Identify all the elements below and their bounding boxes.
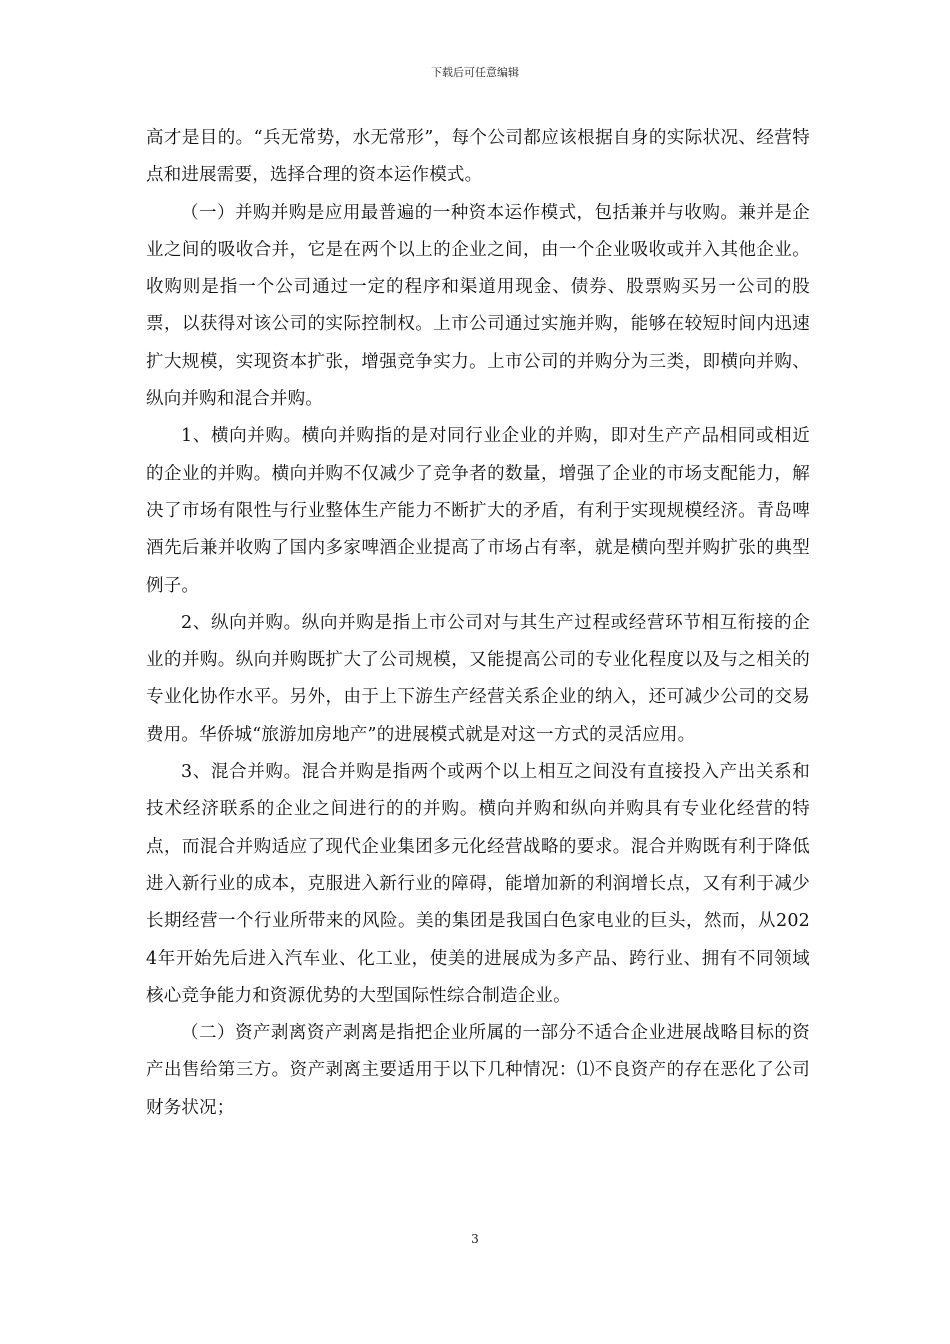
paragraph-asset-divestiture: （二）资产剥离资产剥离是指把企业所属的一部分不适合企业进展战略目标的资产出售给第三方。资产剥离主要适用于以下几种情况：⑴不良资产的存在恶化了公司财务状况； [146, 1023, 810, 1118]
paragraph-horizontal-merger: 1、横向并购。横向并购指的是对同行业企业的并购，即对生产产品相同或相近的企业的并购。横向并购不仅减少了竞争者的数量，增强了企业的市场支配能力，解决了市场有限性与行业整体生产能力不断扩大的矛盾，有利于实现规模经济。青岛啤酒先后兼并收购了国内多家啤酒企业提高了市场占有率，就是横向型并购扩张的典型例子。 [146, 426, 810, 596]
paragraph-vertical-merger: 2、纵向并购。纵向并购是指上市公司对与其生产过程或经营环节相互衔接的企业的并购。纵向并购既扩大了公司规模，又能提高公司的专业化程度以及与之相关的专业化协作水平。另外，由于上下游生产经营关系企业的纳入，还可减少公司的交易费用。华侨城“旅游加房地产”的进展模式就是对这一方式的灵活应用。 [146, 612, 810, 745]
paragraph-continuation: 高才是目的。“兵无常势，水无常形”，每个公司都应该根据自身的实际状况、经营特点和进展需要，选择合理的资本运作模式。 [146, 128, 810, 186]
document-body [146, 120, 810, 1127]
page-number: 3 [471, 1232, 479, 1246]
paragraph-mergers-acquisitions: （一）并购并购是应用最普遍的一种资本运作模式，包括兼并与收购。兼并是企业之间的吸收合并，它是在两个以上的企业之间，由一个企业吸收或并入其他企业。收购则是指一个公司通过一定的程序和渠道用现金、债券、股票购买另一公司的股票，以获得对该公司的实际控制权。上市公司通过实施并购，能够在较短时间内迅速扩大规模，实现资本扩张，增强竞争实力。上市公司的并购分为三类，即横向并购、纵向并购和混合并购。 [146, 202, 810, 410]
page-header-note: 下载后可任意编辑 [431, 66, 519, 79]
paragraph-mixed-merger: 3、混合并购。混合并购是指两个或两个以上相互之间没有直接投入产出关系和技术经济联系的企业之间进行的的并购。横向并购和纵向并购具有专业化经营的特点，而混合并购适应了现代企业集团多元化经营战略的要求。混合并购既有利于降低进入新行业的成本，克服进入新行业的障碍，能增加新的利润增长点，又有利于减少长期经营一个行业所带来的风险。美的集团是我国白色家电业的巨头，然而，从2024年开始先后进入汽车业、化工业，使美的进展成为多产品、跨行业、拥有不同领域核心竞争能力和资源优势的大型国际性综合制造企业。 [146, 762, 810, 1006]
